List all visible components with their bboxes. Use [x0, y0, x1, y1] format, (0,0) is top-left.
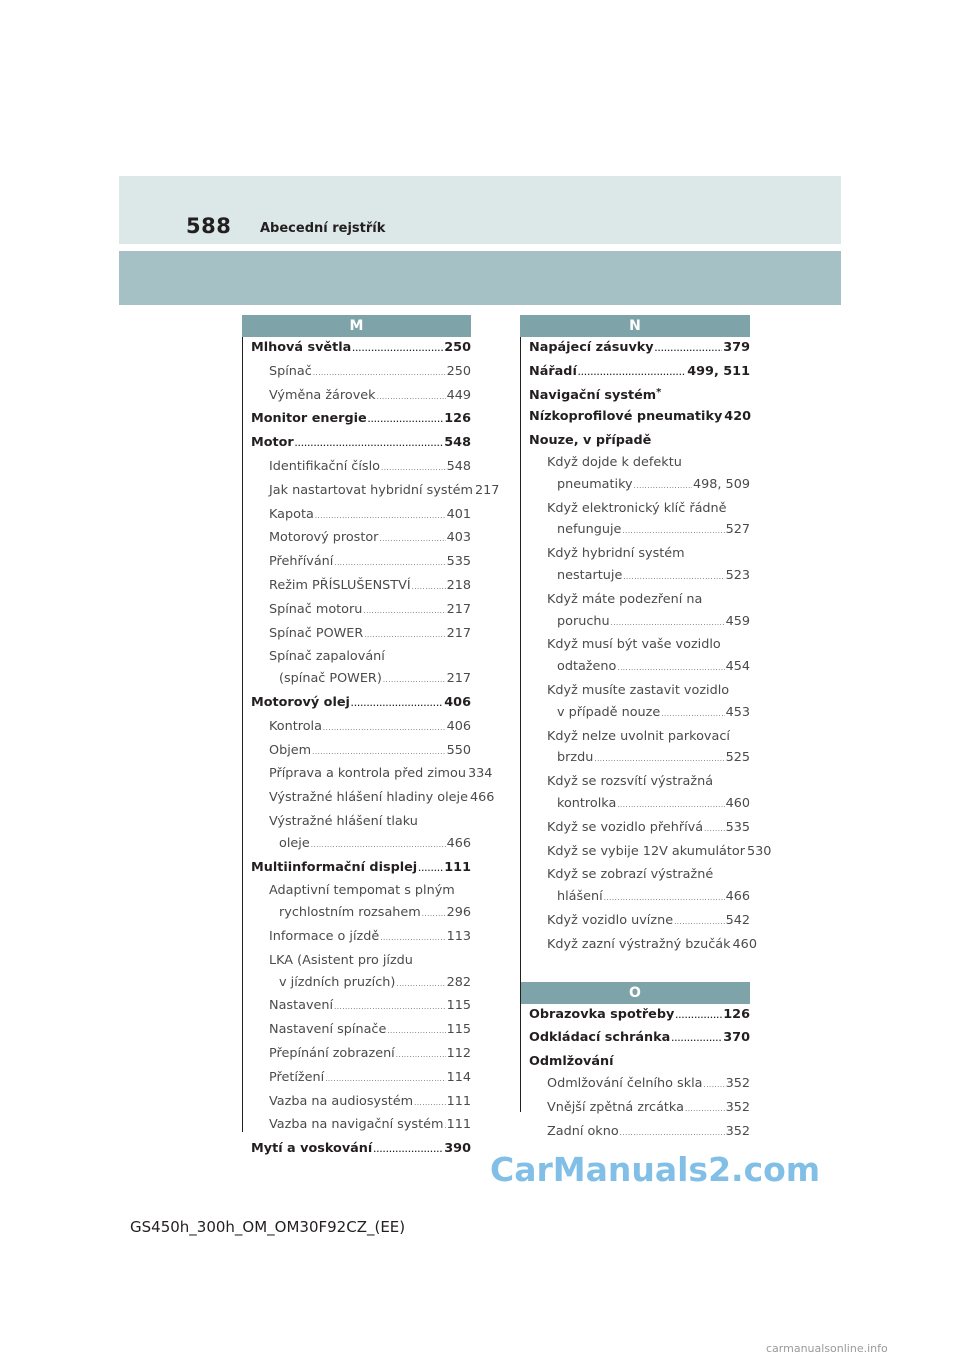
- entry-page-ref: 112: [446, 1045, 471, 1061]
- entry-term: Nastavení: [269, 998, 334, 1014]
- dot-leader: [396, 974, 445, 996]
- entry-term: Když se vozidlo přehřívá: [547, 819, 704, 835]
- entry-term: Přepínání zobrazení: [269, 1045, 395, 1061]
- index-entry: [520, 589, 750, 611]
- index-entry: [520, 680, 750, 702]
- index-entry: [520, 726, 750, 748]
- entry-term: Spínač motoru: [269, 601, 363, 617]
- index-entry: [242, 432, 471, 456]
- entry-page-ref: 542: [725, 912, 750, 928]
- entry-term: Když se zobrazí výstražné: [547, 867, 714, 883]
- entry-term: Spínač zapalování: [269, 649, 385, 665]
- entry-term: hlášení: [557, 889, 603, 905]
- dot-leader: [396, 1045, 446, 1067]
- dot-leader: [661, 704, 724, 726]
- index-entry: [242, 763, 493, 787]
- entry-term: Informace o jízdě: [269, 928, 380, 944]
- entry-term: kontrolka: [557, 795, 617, 811]
- entry-page-ref: 126: [723, 1006, 750, 1022]
- entry-term: Nářadí: [529, 363, 577, 379]
- entry-page-ref: 115: [446, 1022, 471, 1038]
- entry-page-ref: 334: [467, 766, 493, 782]
- entry-page-ref: 527: [725, 522, 750, 538]
- dot-leader: [377, 387, 446, 409]
- dot-leader: [418, 859, 443, 881]
- dot-leader: [334, 553, 445, 575]
- entry-term: poruchu: [557, 613, 610, 629]
- entry-term: Monitor energie: [251, 411, 367, 427]
- dot-leader: [383, 670, 446, 692]
- index-entry: [242, 623, 471, 647]
- entry-term: Kontrola: [269, 718, 322, 734]
- entry-page-ref: 535: [446, 554, 471, 570]
- entry-page-ref: 406: [446, 718, 471, 734]
- index-entry: [520, 337, 750, 361]
- entry-page-ref: 530: [746, 843, 772, 859]
- entry-term: Multiinformační displej: [251, 859, 418, 875]
- entry-term: Když se vybije 12V akumulátor: [547, 843, 745, 859]
- section-letter-header: M: [242, 315, 471, 337]
- entry-page-ref: 282: [446, 974, 471, 990]
- index-entry: [242, 1091, 471, 1115]
- entry-page-ref: 406: [444, 694, 471, 710]
- entry-page-ref: 453: [725, 704, 750, 720]
- entry-term: Přehřívání: [269, 554, 334, 570]
- entry-page-ref: 114: [446, 1069, 471, 1085]
- index-entry: [520, 1097, 750, 1121]
- entry-page-ref: 217: [446, 671, 471, 687]
- entry-term: Když musí být vaše vozidlo: [547, 637, 721, 653]
- dot-leader: [313, 363, 446, 385]
- footnote-marker: *: [656, 386, 662, 398]
- entry-term: Když zazní výstražný bzučák: [547, 936, 731, 952]
- index-entry: [520, 543, 750, 565]
- entry-page-ref: 352: [725, 1075, 750, 1091]
- index-entry: [242, 646, 471, 668]
- entry-term: Navigační systém: [529, 387, 657, 403]
- entry-term: Když máte podezření na: [547, 591, 703, 607]
- index-entry: [242, 1043, 471, 1067]
- dot-leader: [620, 1123, 725, 1145]
- entry-page-ref: 379: [723, 340, 750, 355]
- dot-leader: [604, 888, 725, 910]
- entry-page-ref: 548: [446, 458, 471, 474]
- index-entry: [520, 1121, 750, 1145]
- entry-page-ref: 454: [725, 659, 750, 675]
- index-entry: [242, 504, 471, 528]
- entry-page-ref: 459: [725, 613, 750, 629]
- index-entry: [242, 716, 471, 740]
- dot-leader: [387, 1021, 445, 1043]
- index-entry: [242, 857, 471, 881]
- dot-leader: [368, 410, 444, 432]
- entry-page-ref: 466: [469, 790, 495, 806]
- index-entry: [242, 902, 471, 926]
- dot-leader: [315, 506, 446, 528]
- index-entry: [520, 817, 750, 841]
- dot-leader: [334, 997, 446, 1019]
- index-entry: [520, 886, 750, 910]
- index-entry: [242, 599, 471, 623]
- dot-leader: [312, 742, 445, 764]
- entry-term: Vazba na audiosystém: [269, 1093, 414, 1109]
- index-entry: [242, 456, 471, 480]
- index-entry: [520, 747, 750, 771]
- dot-leader: [655, 339, 723, 361]
- dot-leader: [675, 1006, 722, 1028]
- entry-page-ref: 535: [725, 819, 750, 835]
- entry-term: oleje: [279, 835, 310, 851]
- index-entry: [242, 880, 471, 902]
- dot-leader: [685, 1099, 725, 1121]
- page-title: Abecední rejstřík: [260, 221, 386, 236]
- dot-leader: [351, 694, 443, 716]
- entry-page-ref: 525: [725, 750, 750, 766]
- entry-term: pneumatiky: [557, 476, 633, 492]
- entry-page-ref: 352: [725, 1123, 750, 1139]
- entry-page-ref: 460: [732, 936, 757, 952]
- entry-page-ref: 449: [446, 387, 471, 403]
- entry-page-ref: 460: [725, 795, 750, 811]
- entry-term: Odmlžování: [529, 1054, 614, 1070]
- entry-term: Když se rozsvítí výstražná: [547, 774, 714, 790]
- index-entry: [520, 1004, 750, 1028]
- entry-term: Kapota: [269, 506, 314, 522]
- entry-term: Spínač POWER: [269, 625, 364, 641]
- dot-leader: [295, 434, 444, 456]
- entry-page-ref: 523: [725, 567, 750, 583]
- dot-leader: [323, 718, 446, 740]
- entry-term: Výstražné hlášení hladiny oleje: [269, 790, 468, 806]
- entry-page-ref: 296: [446, 905, 471, 921]
- entry-term: Napájecí zásuvky: [529, 340, 654, 355]
- dot-leader: [311, 835, 446, 857]
- entry-term: Motorový prostor: [269, 530, 379, 546]
- index-entry: [242, 480, 500, 504]
- index-entry: [242, 972, 471, 996]
- index-entry: [520, 406, 750, 430]
- entry-page-ref: 370: [723, 1030, 750, 1046]
- index-entry: [520, 771, 750, 793]
- index-entry: [520, 361, 750, 385]
- index-entry: [242, 668, 471, 692]
- dot-leader: [704, 1075, 725, 1097]
- index-entry: [242, 995, 471, 1019]
- entry-term: Výstražné hlášení tlaku: [269, 813, 418, 829]
- entry-term: Výměna žárovek: [269, 387, 376, 403]
- index-entry: [520, 702, 750, 726]
- entry-page-ref: 550: [446, 742, 471, 758]
- index-column-right: [520, 315, 772, 1144]
- dot-leader: [414, 1093, 445, 1115]
- index-entry: [242, 551, 471, 575]
- index-entry: [520, 474, 750, 498]
- index-entry: [242, 408, 471, 432]
- entry-term: v jízdních pruzích): [279, 974, 396, 990]
- entry-page-ref: 352: [725, 1099, 750, 1115]
- index-entry: [520, 452, 750, 474]
- entry-term: Obrazovka spotřeby: [529, 1006, 675, 1022]
- index-entry: [520, 1073, 750, 1097]
- dot-leader: [617, 658, 724, 680]
- index-entry: [242, 1138, 471, 1162]
- dot-leader: [379, 529, 445, 551]
- index-entry: [520, 519, 750, 543]
- entry-term: Nízkoprofilové pneumatiky: [529, 409, 723, 425]
- dot-leader: [578, 363, 686, 385]
- entry-page-ref: 113: [446, 928, 471, 944]
- watermark-corner: carmanualsonline.info: [766, 1342, 888, 1355]
- dot-leader: [352, 339, 443, 361]
- index-entry: [242, 692, 471, 716]
- entry-term: Objem: [269, 742, 312, 758]
- entry-page-ref: 218: [446, 577, 471, 593]
- entry-term: Příprava a kontrola před zimou: [269, 766, 466, 782]
- dot-leader: [623, 567, 724, 589]
- dot-leader: [611, 613, 725, 635]
- entry-page-ref: 466: [725, 889, 750, 905]
- index-entry: [520, 910, 750, 934]
- index-entry: [242, 575, 471, 599]
- index-column-left: [242, 315, 500, 1162]
- entry-term: Zadní okno: [547, 1123, 619, 1139]
- entry-term: Když vozidlo uvízne: [547, 912, 674, 928]
- entry-page-ref: 420: [724, 409, 752, 425]
- entry-term: Režim PŘÍSLUŠENSTVÍ: [269, 577, 411, 593]
- section-letter-header: N: [520, 315, 750, 337]
- index-entry: [242, 926, 471, 950]
- entry-page-ref: 250: [444, 340, 471, 355]
- entry-page-ref: 217: [446, 625, 471, 641]
- entry-page-ref: 126: [444, 411, 471, 427]
- entry-page-ref: 390: [444, 1141, 471, 1157]
- entry-term: Když dojde k defektu: [547, 454, 682, 470]
- index-entry: [242, 811, 471, 833]
- watermark-logo: CarManuals2.com: [490, 1150, 821, 1189]
- index-entry: [520, 1051, 750, 1073]
- dot-leader: [671, 1029, 722, 1051]
- index-entry: [520, 385, 750, 407]
- entry-page-ref: 466: [446, 835, 471, 851]
- dot-leader: [704, 819, 725, 841]
- entry-term: Když elektronický klíč řádně: [547, 500, 727, 516]
- dot-leader: [422, 904, 446, 926]
- dot-leader: [325, 1069, 445, 1091]
- index-entry: [520, 1027, 750, 1051]
- entry-term: Mlhová světla: [251, 340, 352, 355]
- dot-leader: [373, 1140, 443, 1162]
- entry-term: (spínač POWER): [279, 671, 382, 687]
- dot-leader: [412, 577, 446, 599]
- entry-term: Mytí a voskování: [251, 1141, 373, 1157]
- index-entry: [242, 950, 471, 972]
- entry-term: Když musíte zastavit vozidlo: [547, 682, 730, 698]
- dot-leader: [444, 1116, 445, 1138]
- entry-page-ref: 111: [446, 1093, 471, 1109]
- entry-term: Když hybridní systém: [547, 546, 685, 562]
- dot-leader: [622, 521, 724, 543]
- entry-page-ref: 111: [446, 1117, 471, 1133]
- entry-page-ref: 115: [446, 998, 471, 1014]
- entry-page-ref: 401: [446, 506, 471, 522]
- entry-term: Vazba na navigační systém: [269, 1117, 444, 1133]
- entry-term: Když nelze uvolnit parkovací: [547, 728, 730, 744]
- document-code: GS450h_300h_OM_OM30F92CZ_(EE): [130, 1218, 406, 1236]
- index-entry: [242, 740, 471, 764]
- entry-term: nefunguje: [557, 522, 622, 538]
- entry-page-ref: 499, 511: [687, 363, 750, 379]
- entry-term: Odmlžování čelního skla: [547, 1075, 703, 1091]
- entry-page-ref: 217: [474, 482, 500, 498]
- index-entry: [520, 498, 750, 520]
- index-entry: [242, 1019, 471, 1043]
- entry-term: brzdu: [557, 750, 594, 766]
- entry-term: Vnější zpětná zrcátka: [547, 1099, 684, 1115]
- index-entry: [242, 1067, 471, 1091]
- entry-term: Nastavení spínače: [269, 1022, 387, 1038]
- index-entry: [242, 527, 471, 551]
- index-entry: [520, 934, 757, 958]
- index-entry: [520, 430, 750, 452]
- index-entry: [520, 841, 772, 865]
- dot-leader: [381, 458, 446, 480]
- header-band-bottom: [119, 251, 841, 305]
- entry-page-ref: 548: [444, 435, 471, 451]
- index-entry: [242, 1114, 471, 1138]
- entry-page-ref: 498, 509: [693, 476, 750, 492]
- index-entry: [520, 656, 750, 680]
- index-entry: [242, 337, 471, 361]
- index-entry: [242, 787, 495, 811]
- entry-term: Motorový olej: [251, 694, 350, 710]
- index-entry: [520, 634, 750, 656]
- entry-page-ref: 403: [446, 530, 471, 546]
- dot-leader: [617, 795, 724, 817]
- entry-term: Identifikační číslo: [269, 458, 380, 474]
- entry-term: nestartuje: [557, 567, 623, 583]
- dot-leader: [634, 476, 692, 498]
- section-letter-header: O: [520, 982, 750, 1004]
- entry-term: Odkládací schránka: [529, 1030, 671, 1046]
- entry-term: Motor: [251, 435, 294, 451]
- index-entry: [242, 833, 471, 857]
- entry-term: v případě nouze: [557, 704, 661, 720]
- index-entry: [520, 611, 750, 635]
- dot-leader: [363, 601, 445, 623]
- page-number: 588: [186, 214, 232, 238]
- index-entry: [520, 793, 750, 817]
- dot-leader: [594, 749, 724, 771]
- entry-page-ref: 250: [446, 363, 471, 379]
- entry-page-ref: 217: [446, 601, 471, 617]
- entry-term: LKA (Asistent pro jízdu: [269, 952, 413, 968]
- index-entry: [242, 385, 471, 409]
- entry-page-ref: 111: [444, 859, 471, 875]
- entry-term: Spínač: [269, 363, 312, 379]
- entry-term: Adaptivní tempomat s plným: [269, 883, 455, 899]
- dot-leader: [380, 928, 445, 950]
- index-entry: [520, 565, 750, 589]
- dot-leader: [364, 625, 445, 647]
- index-entry: [242, 361, 471, 385]
- entry-term: Jak nastartovat hybridní systém: [269, 482, 473, 498]
- index-entry: [520, 864, 750, 886]
- dot-leader: [674, 912, 724, 934]
- entry-term: Nouze, v případě: [529, 433, 652, 449]
- entry-term: Přetížení: [269, 1069, 325, 1085]
- entry-term: rychlostním rozsahem: [279, 905, 421, 921]
- entry-term: odtaženo: [557, 659, 617, 675]
